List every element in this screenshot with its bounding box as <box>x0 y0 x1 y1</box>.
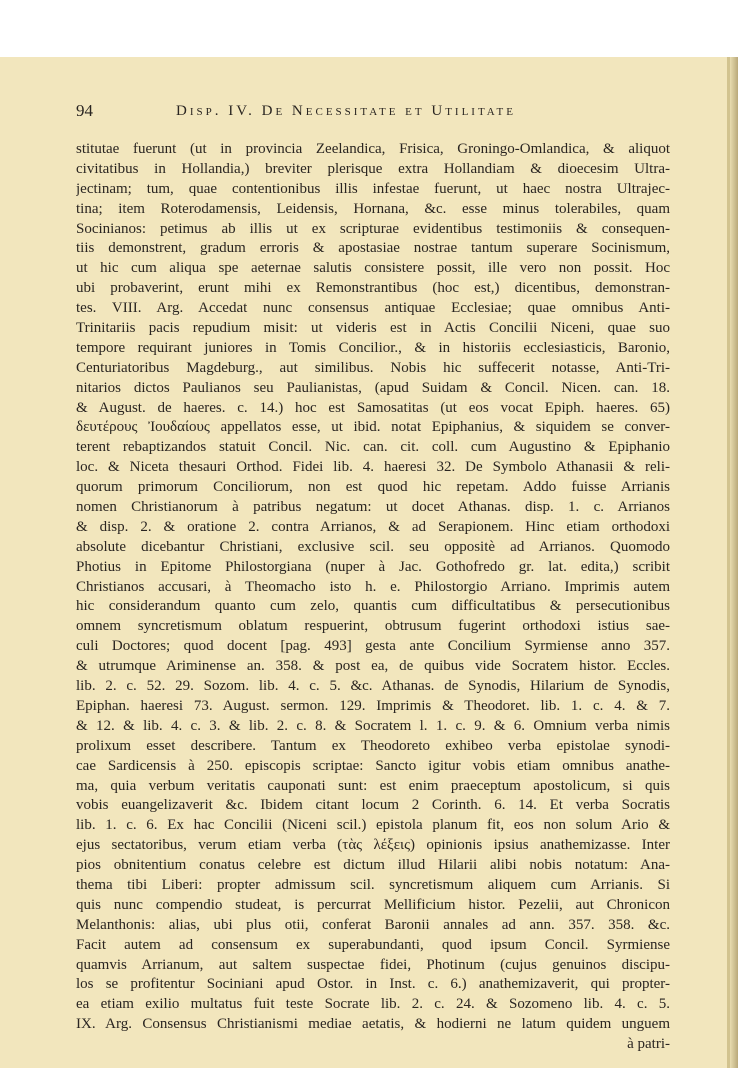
page-edge <box>730 57 738 1068</box>
text-line: omnem syncretismum oblatum respuerint, obtrusum fugerint orthodoxi istius sae- <box>76 618 670 635</box>
text-line: quis nunc compendio studeat, is percurrat Mellificium histor. Pezelii, aut Chronicon <box>76 896 670 913</box>
text-line: culi Doctores; quod docent [pag. 493] gesta ante Concilium Syrmiense anno 357. <box>76 638 670 655</box>
text-line: loc. & Niceta thesauri Orthod. Fidei lib. 4. haeresi 32. De Symbolo Athanasii & reli- <box>76 459 670 476</box>
text-line: los se profitentur Sociniani apud Ostor. in Inst. c. 6.) anathemizaverit, qui propter- <box>76 976 670 993</box>
text-line: pios obnitentium conatus celebre est dictum illud Hilarii alibi nobis notatum: Ana- <box>76 857 670 874</box>
text-line: tempore requirant juniores in Tomis Concilior., & in historiis ecclesiasticis, Baronio, <box>76 339 670 356</box>
text-line: & disp. 2. & oratione 2. contra Arrianos, & ad Serapionem. Hinc etiam orthodoxi <box>76 518 670 535</box>
running-header <box>76 101 670 123</box>
text-line: jectinam; tum, quae contentionibus illis infestae fuerunt, ut haec nostra Ultrajec- <box>76 180 670 197</box>
text-line: Centuriatoribus Magdeburg., aut similibus. Nobis hic suffecerit notasse, Anti-Tri- <box>76 359 670 376</box>
text-line: lib. 1. c. 6. Ex hac Concilii (Niceni scil.) epistola planum fit, eos non solum Ario & <box>76 817 670 834</box>
page-number: 94 <box>76 101 93 120</box>
text-line: quorum primorum Conciliorum, non est quod hic repetam. Addo fuisse Arrianis <box>76 479 670 496</box>
text-line: tina; item Roterodamensis, Leidensis, Hornana, &c. esse minus tolerabiles, quam <box>76 200 670 217</box>
text-line: nitarios dictos Paulianos seu Paulianistas, (apud Suidam & Concil. Nicen. can. 18. <box>76 379 670 396</box>
text-line: δευτέρους Ἰουδαίους appellatos esse, ut ibid. notat Epiphanius, & siquidem se conver- <box>76 419 670 436</box>
running-title: Disp. IV. De Necessitate et Utilitate <box>176 103 516 119</box>
text-line: IX. Arg. Consensus Christianismi mediae aetatis, & hodierni ne latum quidem unguem <box>76 1016 670 1033</box>
text-line: prolixum esset describere. Tantum ex Theodoreto exhibeo verba epistolae synodi- <box>76 737 670 754</box>
text-line: terent rebaptizandos statuit Concil. Nic. can. cit. coll. cum Augustino & Epiphanio <box>76 439 670 456</box>
text-line: cae Sardicensis à 250. episcopis scriptae: Sancto igitur vobis etiam omnibus anathe- <box>76 757 670 774</box>
text-line: absolute dicebantur Christiani, exclusive scil. seu oppositè ad Arrianos. Quomodo <box>76 538 670 555</box>
text-line: ma, quia verbum veritatis cauponati sunt: est enim praeceptum apostolicum, si quis <box>76 777 670 794</box>
text-line: stitutae fuerunt (ut in provincia Zeelandica, Frisica, Groningo-Omlandica, & aliquot <box>76 141 670 157</box>
text-line: Christianos accusari, à Theomacho isto h. e. Philostorgio Arriano. Imprimis autem <box>76 578 670 595</box>
text-line: vobis euangelizaverit &c. Ibidem citant locum 2 Corinth. 6. 14. Et verba Socratis <box>76 797 670 814</box>
catchword-line: à patri- <box>627 1036 670 1053</box>
text-line: nomen Christianorum à patribus negatum: ut docet Athanas. disp. 1. c. Arrianos <box>76 499 670 516</box>
page-content <box>0 57 730 1068</box>
text-line: Socinianos: petimus ab illis ut ex scripturae evidentibus testimoniis & consequen- <box>76 220 670 237</box>
text-line: civitatibus in Hollandia,) breviter plerisque extra Hollandiam & dioecesim Ultra- <box>76 160 670 177</box>
text-line: ejus sectatoribus, verum etiam verba (τὰς λέξεις) opinionis ipsius anathemizasse. Inter <box>76 837 670 854</box>
text-line: & 12. & lib. 4. c. 3. & lib. 2. c. 8. & Socratem l. 1. c. 9. & 6. Omnium verba nimis <box>76 717 670 734</box>
text-line: hic considerandum quanto cum zelo, quantis cum difficultatibus & persecutionibus <box>76 598 670 615</box>
text-line: Melanthonis: alias, ubi plus otii, conferat Baronii annales ad ann. 357. 358. &c. <box>76 916 670 933</box>
text-line: Facit autem ad consensum ex superabundanti, quod ipsum Concil. Syrmiense <box>76 936 670 953</box>
text-line: thema tibi Liberi: propter admissum scil. syncretismum aliquem cum Arrianis. Si <box>76 876 670 893</box>
text-line: & August. de haeres. c. 14.) hoc est Samosatitas (ut eos vocat Epiph. haeres. 65) <box>76 399 670 416</box>
text-line: & utrumque Ariminense an. 358. & post ea, de quibus vide Socratem histor. Eccles. <box>76 658 670 675</box>
text-line: tes. VIII. Arg. Accedat nunc consensus antiquae Ecclesiae; quae omnibus Anti- <box>76 300 670 317</box>
text-line: lib. 2. c. 52. 29. Sozom. lib. 4. c. 5. &c. Athanas. de Synodis, Hilarium de Synodis, <box>76 678 670 695</box>
text-line: ut hic cum aliqua spe aeternae salutis consistere possit, ille vero non possit. Hoc <box>76 260 670 277</box>
body-text <box>76 140 670 1055</box>
text-line: Trinitariis pacis repudium misit: ut videris est in Actis Concilii Niceni, quae suo <box>76 320 670 337</box>
text-line: ubi probaverint, erunt mihi ex Remonstrantibus (hoc est,) dicentibus, demonstran- <box>76 280 670 297</box>
text-line: quamvis Arrianum, aut saltem suspectae fidei, Photinum (cujus genuinos discipu- <box>76 956 670 973</box>
text-line: ea etiam exilio multatus fuit teste Socrate lib. 2. c. 24. & Sozomeno lib. 4. c. 5. <box>76 996 670 1013</box>
text-line: tiis demonstrent, gradum erroris & apostasiae nostrae tantum superare Socinismum, <box>76 240 670 257</box>
text-line: Photius in Epitome Philostorgiana (nuper à Jac. Gothofredo gr. lat. edita,) scribit <box>76 558 670 575</box>
text-line: Epiphan. haeresi 73. August. sermon. 129. Imprimis & Theodoret. lib. 1. c. 4. & 7. <box>76 697 670 714</box>
